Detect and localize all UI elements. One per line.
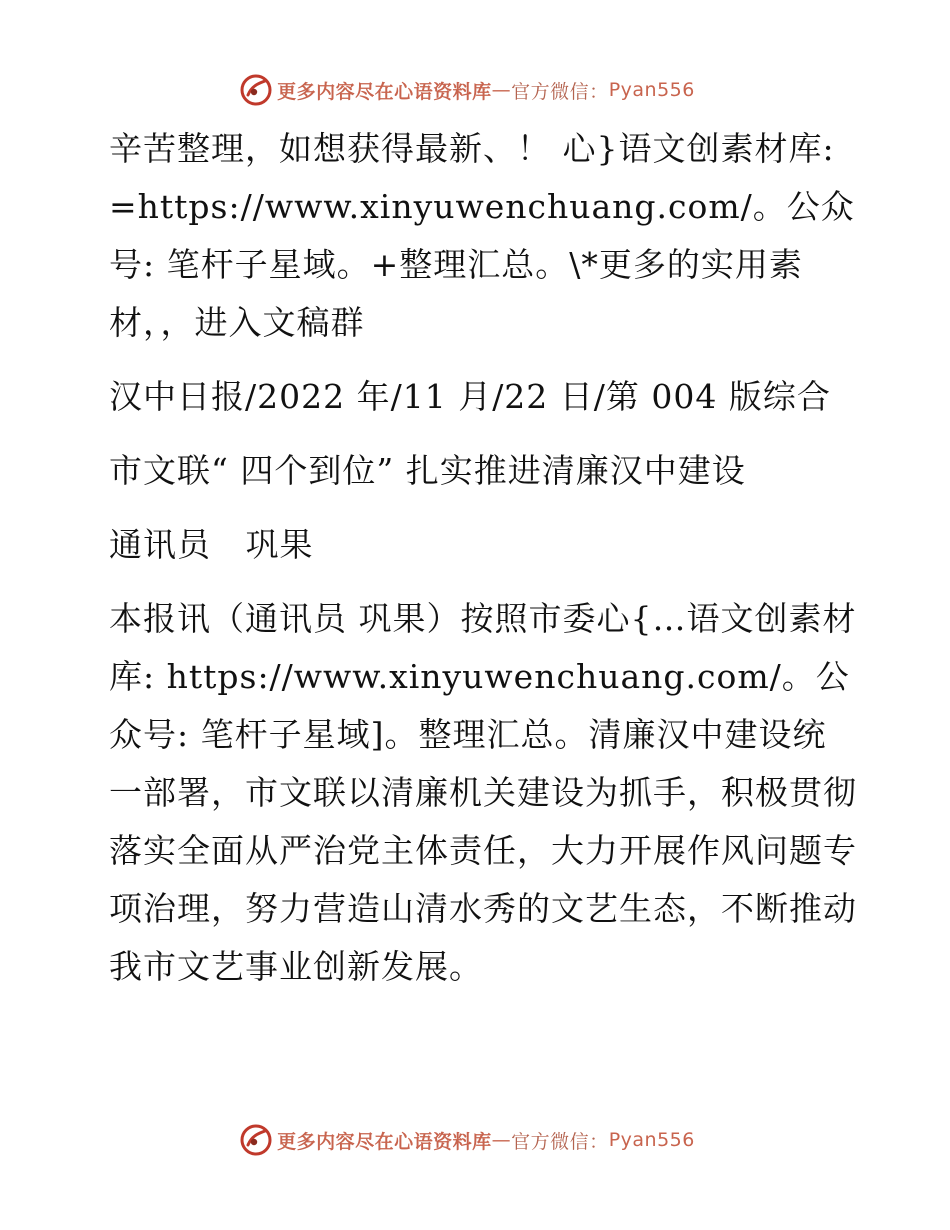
footer-watermark-banner [0, 1120, 950, 1160]
watermark-wechat-label: 官方微信： [511, 80, 609, 103]
watermark-dash: — [491, 79, 512, 101]
watermark-wechat-id: Pyan556 [608, 1129, 695, 1151]
article-title: 市文联“ 四个到位” 扎实推进清廉汉中建设 [109, 451, 746, 490]
byline: 通讯员 巩果 [109, 525, 314, 564]
watermark-text [277, 1127, 695, 1154]
watermark-main-text: 更多内容尽在心语资料库 [277, 1130, 492, 1153]
watermark-main-text: 更多内容尽在心语资料库 [277, 80, 492, 103]
watermark-wechat-id: Pyan556 [608, 79, 695, 101]
document-body [97, 120, 857, 996]
watermark-wechat-label: 官方微信： [511, 1130, 609, 1153]
header-watermark [239, 73, 695, 107]
watermark-text [277, 77, 695, 104]
header-watermark-banner [0, 70, 950, 110]
source-line: 汉中日报/2022 年/11 月/22 日/第 004 版综合 [109, 377, 831, 416]
red-seal-logo-icon [239, 1123, 273, 1157]
intro-paragraph: 辛苦整理，如想获得最新、！ 心}语文创素材库: =https://www.xinyuwenchuang.com/。公众号: 笔杆子星域。+整理汇总。\*更多的实用素材，，进入文稿群 [109, 129, 855, 342]
body-paragraph: 本报讯（通讯员 巩果）按照市委心{…语文创素材库: https://www.xinyuwenchuang.com/。公众号: 笔杆子星域]。整理汇总。清廉汉中建设统一部署，市文联以清廉机关建设为抓手，积极贯彻落实全面从严治党主体责任，大力开展作风问题专项治理，努力营造山清水秀的文艺生态，不断推动我市文艺事业创新发展。 [109, 599, 857, 986]
watermark-dash: — [491, 1129, 512, 1151]
footer-watermark [239, 1123, 695, 1157]
red-seal-logo-icon [239, 73, 273, 107]
